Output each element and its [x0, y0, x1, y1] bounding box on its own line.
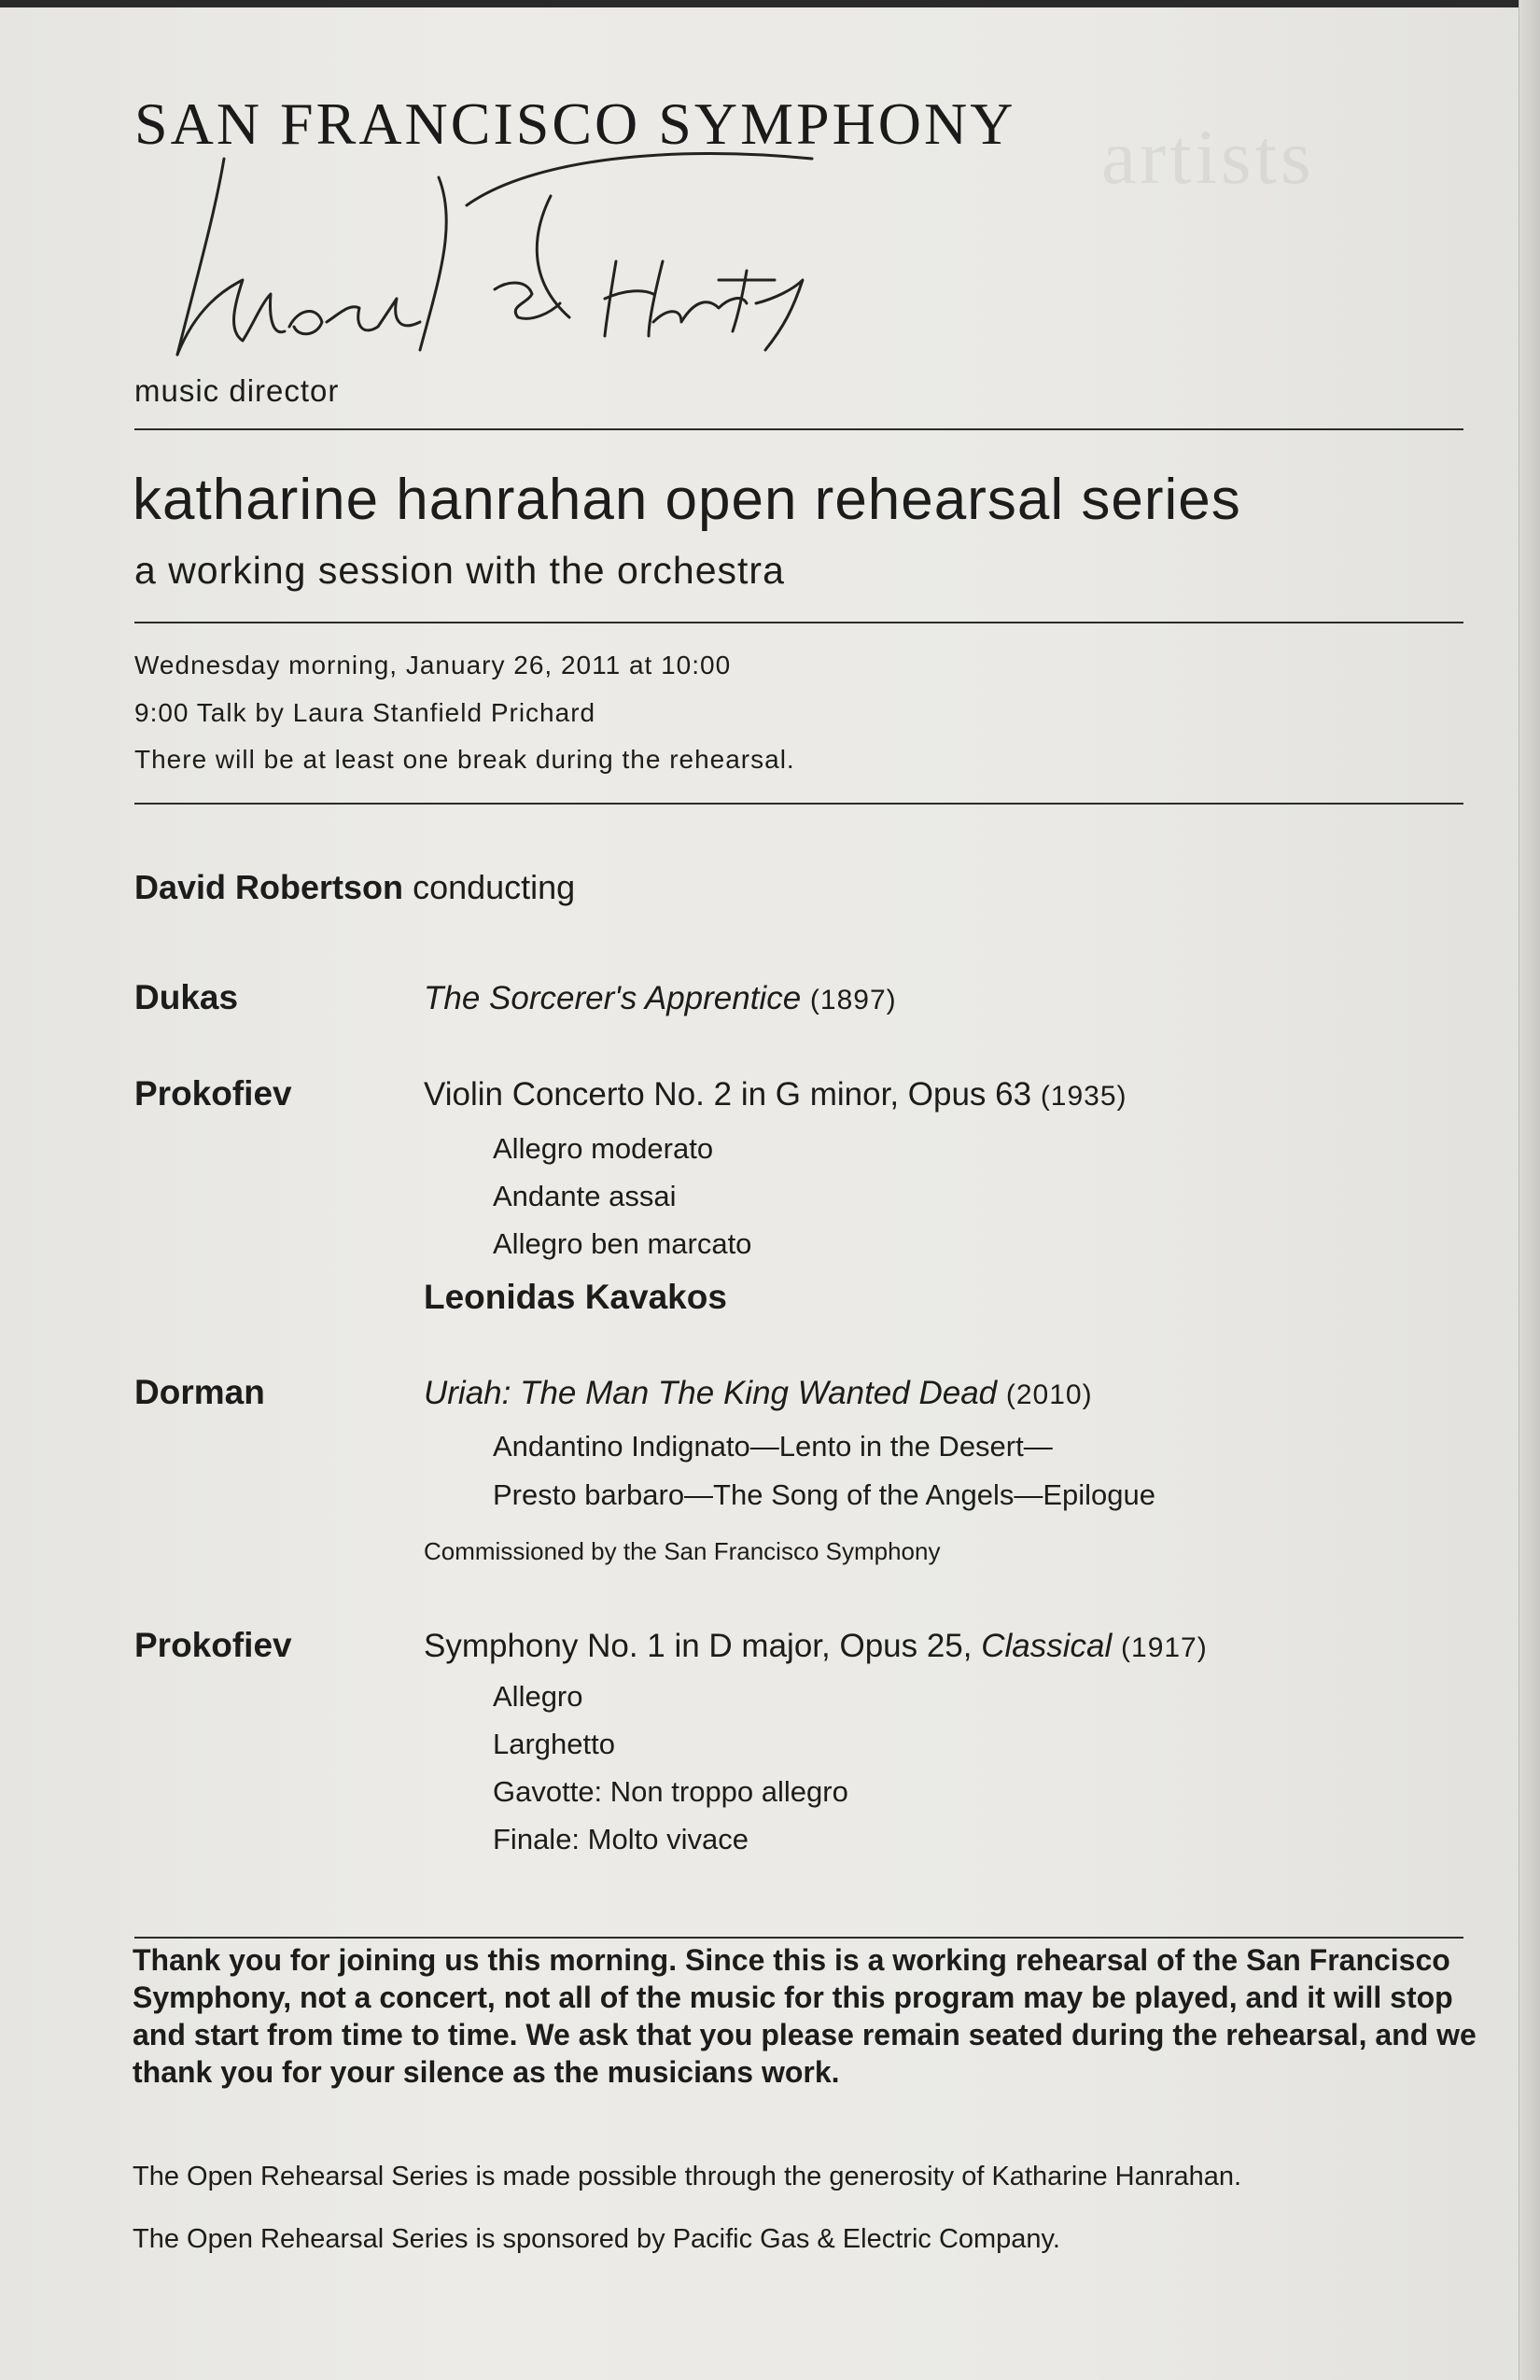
work-year: (1897): [809, 985, 897, 1015]
footnote-generosity: The Open Rehearsal Series is made possible through the generosity of Katharine Hanrahan.: [133, 2162, 1242, 2191]
work-title-italic: Uriah: The Man The King Wanted Dead: [424, 1375, 998, 1411]
work-title-text: Symphony No. 1 in D major, Opus 25,: [424, 1628, 973, 1664]
series-subtitle: a working session with the orchestra: [134, 549, 785, 592]
break-note: There will be at least one break during the rehearsal.: [134, 745, 795, 774]
event-datetime: Wednesday morning, January 26, 2011 at 10:00: [134, 651, 732, 679]
organization-name: SAN FRANCISCO SYMPHONY: [134, 91, 1016, 157]
movement: Allegro ben marcato: [493, 1227, 752, 1260]
bleed-through-text: artists: [1101, 114, 1315, 201]
composer-name: Dorman: [134, 1373, 265, 1411]
work-year: (1917): [1121, 1632, 1208, 1663]
composer-name: Prokofiev: [134, 1074, 292, 1113]
conductor-role: conducting: [413, 868, 576, 906]
movement: Finale: Molto vivace: [493, 1823, 749, 1855]
commission-note: Commissioned by the San Francisco Symphony: [424, 1537, 941, 1565]
page-edge: [1519, 0, 1540, 2380]
work-title-italic: Classical: [981, 1628, 1113, 1664]
work-title: [424, 1628, 1208, 1665]
work-year: (2010): [1005, 1379, 1093, 1410]
movement: Larghetto: [493, 1728, 615, 1760]
soloist-name: Leonidas Kavakos: [424, 1278, 727, 1316]
work-year: (1935): [1040, 1081, 1127, 1112]
work-title-italic: The Sorcerer's Apprentice: [424, 980, 802, 1016]
composer-name: Prokofiev: [134, 1626, 292, 1664]
movement: Allegro moderato: [493, 1132, 714, 1165]
audience-notice: Thank you for joining us this morning. Since this is a working rehearsal of the San Francisco Symphony, not a concert, not all of the music for this program may be played, and it will stop and start from time to time. We ask that you please remain seated during the rehearsal, and we thank you for your silence as the musicians work.: [133, 1943, 1477, 2089]
series-title: katharine hanrahan open rehearsal series: [133, 468, 1241, 532]
work-title: [424, 1076, 1127, 1113]
divider: [134, 428, 1463, 430]
movement: Presto barbaro—The Song of the Angels—Epilogue: [493, 1478, 1156, 1511]
conductor-name: David Robertson: [134, 868, 404, 906]
movement: Allegro: [493, 1680, 583, 1713]
movement: Andante assai: [493, 1180, 677, 1212]
conductor-line: [134, 868, 575, 907]
divider: [134, 1937, 1463, 1939]
movement: Gavotte: Non troppo allegro: [493, 1775, 848, 1808]
signature: [159, 140, 831, 392]
work-title: [424, 1375, 1093, 1412]
pre-talk: 9:00 Talk by Laura Stanfield Prichard: [134, 698, 596, 727]
movement: Andantino Indignato—Lento in the Desert—: [493, 1430, 1053, 1463]
top-edge: [0, 0, 1540, 7]
composer-name: Dukas: [134, 978, 239, 1016]
work-title: [424, 980, 897, 1017]
music-director-label: music director: [134, 373, 340, 408]
divider: [134, 803, 1463, 805]
work-title-text: Violin Concerto No. 2 in G minor, Opus 63: [424, 1076, 1032, 1113]
divider: [134, 622, 1463, 623]
footnote-sponsor: The Open Rehearsal Series is sponsored by Pacific Gas & Electric Company.: [133, 2224, 1060, 2254]
